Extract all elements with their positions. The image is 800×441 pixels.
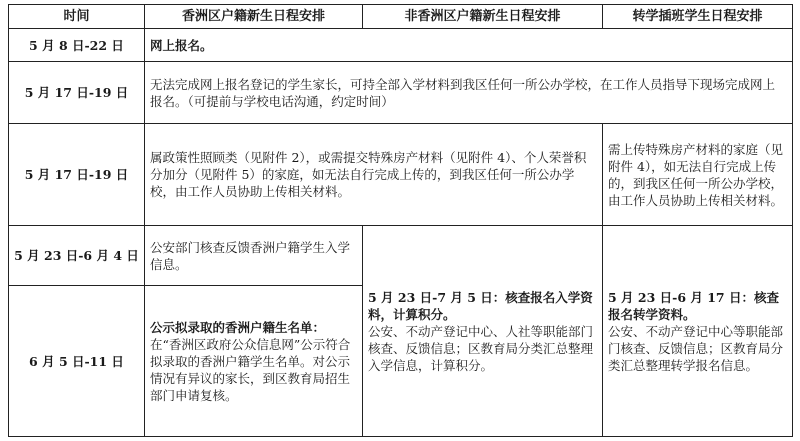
header-transfer: 转学插班学生日程安排 <box>603 5 793 29</box>
header-xiangzhou: 香洲区户籍新生日程安排 <box>145 5 363 29</box>
date-cell: 6 月 5 日-11 日 <box>9 286 145 437</box>
publicity-title: 公示拟录取的香洲户籍生名单： <box>150 319 326 335</box>
publicity-cell <box>145 286 363 437</box>
non-xiangzhou-verification-cell <box>363 226 603 437</box>
date-cell: 5 月 17 日-19 日 <box>9 62 145 124</box>
schedule-table <box>8 4 793 437</box>
header-time: 时间 <box>9 5 145 29</box>
online-registration-text: 网上报名。 <box>145 29 793 62</box>
onsite-registration-text: 无法完成网上报名登记的学生家长，可持全部入学材料到我区任何一所公办学校，在工作人员指导下现场完成网上报名。（可提前与学校电话沟通，约定时间） <box>145 62 793 124</box>
transfer-verification-cell <box>603 226 793 437</box>
date-cell: 5 月 23 日-6 月 4 日 <box>9 226 145 286</box>
transfer-verification-title: 5 月 23 日-6 月 17 日：核查报名转学资料。 <box>608 289 779 322</box>
row-onsite-registration <box>9 62 793 124</box>
transfer-verification-text: 公安、不动产登记中心等职能部门核查、反馈信息；区教育局分类汇总整理转学报名信息。 <box>608 323 784 373</box>
non-xiangzhou-verification-title: 5 月 23 日-7 月 5 日：核查报名入学资料，计算积分。 <box>368 289 593 322</box>
header-non-xiangzhou: 非香洲区户籍新生日程安排 <box>363 5 603 29</box>
transfer-upload-text: 需上传特殊房产材料的家庭（见附件 4），如无法自行完成上传的，到我区任何一所公办学校，由工作人员协助上传相关材料。 <box>603 124 793 226</box>
row-verification <box>9 226 793 286</box>
date-cell: 5 月 17 日-19 日 <box>9 124 145 226</box>
row-online-registration <box>9 29 793 62</box>
non-xiangzhou-verification-text: 公安、不动产登记中心、人社等职能部门核查、反馈信息；区教育局分类汇总整理入学信息，计算积分。 <box>368 323 594 373</box>
row-material-upload <box>9 124 793 226</box>
publicity-text: 在“香洲区政府公众信息网”公示符合拟录取的香洲户籍学生名单。对公示情况有异议的家长，到区教育局招生部门申请复核。 <box>150 336 351 403</box>
date-cell: 5 月 8 日-22 日 <box>9 29 145 62</box>
material-upload-text: 属政策性照顾类（见附件 2），或需提交特殊房产材料（见附件 4）、个人荣誉积分加分（见附件 5）的家庭，如无法自行完成上传的，到我区任何一所公办学校，由工作人员协助上传相关材料。 <box>145 124 603 226</box>
police-verification-text: 公安部门核查反馈香洲户籍学生入学信息。 <box>145 226 363 286</box>
header-row <box>9 5 793 29</box>
